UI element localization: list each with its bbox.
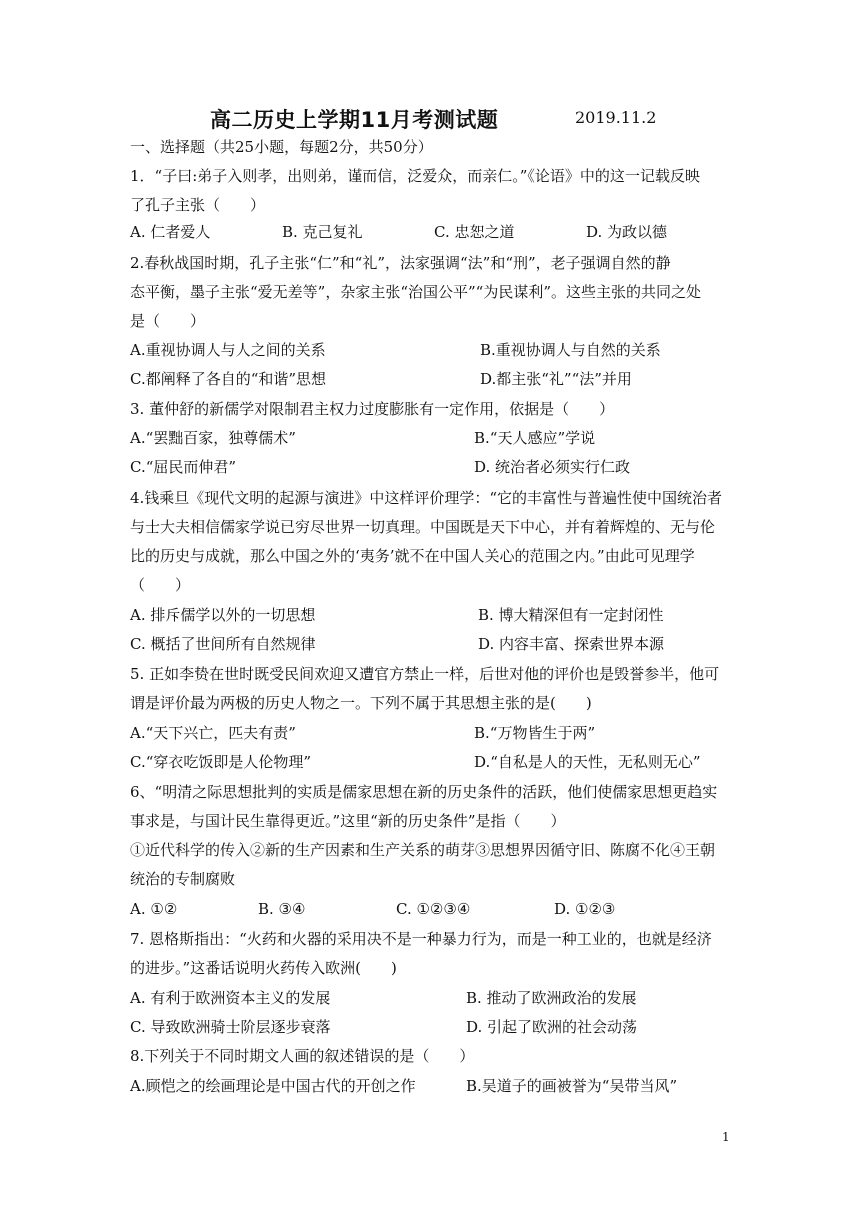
- question-2-line-1: 2.春秋战国时期，孔子主张“仁”和“礼”，法家强调“法”和“刑”，老子强调自然的静: [130, 254, 671, 272]
- question-1-option-b: B. 克己复礼: [282, 223, 363, 241]
- question-1-option-c: C. 忠恕之道: [434, 223, 515, 241]
- question-5-option-b: B.“万物皆生于两”: [474, 724, 596, 742]
- question-4-option-c: C. 概括了世间所有自然规律: [130, 635, 316, 653]
- question-6-line-1: 6、“明清之际思想批判的实质是儒家思想在新的历史条件的活跃，他们使儒家思想更趋实: [130, 783, 718, 801]
- section-heading: 一、选择题（共25小题，每题2分，共50分）: [130, 138, 433, 156]
- question-5-option-c: C.“穿衣吃饭即是人伦物理”: [130, 753, 312, 771]
- question-6-line-2: 事求是，与国计民生靠得更近。”这里“新的历史条件”是指（ ）: [130, 812, 566, 830]
- question-3-option-a: A.“罢黜百家，独尊儒术”: [130, 429, 296, 447]
- question-3-line-1: 3. 董仲舒的新儒学对限制君主权力过度膨胀有一定作用，依据是（ ）: [130, 400, 615, 418]
- question-4-option-a: A. 排斥儒学以外的一切思想: [130, 606, 316, 624]
- header: [0, 104, 860, 136]
- question-7-option-a: A. 有利于欧洲资本主义的发展: [130, 989, 331, 1007]
- question-3-option-b: B.“天人感应”学说: [474, 429, 596, 447]
- question-4-line-1: 4.钱乘旦《现代文明的起源与演进》中这样评价理学：“它的丰富性与普遍性使中国统治者: [130, 489, 722, 507]
- question-6-option-c: C. ①②③④: [396, 900, 471, 918]
- exam-date: 2019.11.2: [575, 108, 657, 127]
- question-5-line-1: 5. 正如李贽在世时既受民间欢迎又遭官方禁止一样，后世对他的评价也是毁誉参半，他可: [130, 665, 720, 683]
- question-2-option-b: B.重视协调人与自然的关系: [480, 341, 661, 359]
- question-4-line-4: （ ）: [130, 576, 191, 594]
- question-2-line-3: 是（ ）: [130, 312, 206, 330]
- question-1-option-d: D. 为政以德: [586, 223, 668, 241]
- question-1-option-a: A. 仁者爱人: [130, 223, 211, 241]
- question-4-line-3: 比的历史与成就，那么中国之外的‘夷务’就不在中国人关心的范围之内。”由此可见理学: [130, 547, 695, 565]
- question-4-option-d: D. 内容丰富、探索世界本源: [478, 635, 665, 653]
- question-7-option-c: C. 导致欧洲骑士阶层逐步衰落: [130, 1018, 331, 1036]
- question-6-option-a: A. ①②: [130, 900, 178, 918]
- question-8-option-b: B.吴道子的画被誉为“吴带当风”: [466, 1077, 678, 1095]
- question-6-option-d: D. ①②③: [554, 900, 616, 918]
- page-title: 高二历史上学期11月考测试题: [210, 108, 499, 132]
- question-2-option-c: C.都阐释了各自的“和谐”思想: [130, 370, 327, 388]
- question-2-option-d: D.都主张“礼”“法”并用: [480, 370, 632, 388]
- question-3-option-d: D. 统治者必须实行仁政: [474, 458, 631, 476]
- question-2-line-2: 态平衡，墨子主张“爱无差等”，杂家主张“治国公平”“为民谋利”。这些主张的共同之处: [130, 283, 702, 301]
- question-4-option-b: B. 博大精深但有一定封闭性: [478, 606, 664, 624]
- question-8-line-1: 8.下列关于不同时期文人画的叙述错误的是（ ）: [130, 1047, 475, 1065]
- question-2-option-a: A.重视协调人与人之间的关系: [130, 341, 326, 359]
- question-8-option-a: A.顾恺之的绘画理论是中国古代的开创之作: [130, 1077, 416, 1095]
- question-5-option-a: A.“天下兴亡，匹夫有责”: [130, 724, 296, 742]
- question-7-line-2: 的进步。”这番话说明火药传入欧洲( ): [130, 959, 397, 977]
- question-5-option-d: D.“自私是人的天性，无私则无心”: [474, 753, 701, 771]
- question-6-line-4: 统治的专制腐败: [130, 870, 236, 888]
- question-1-line-2: 了孔子主张（ ）: [130, 196, 266, 214]
- question-6-line-3: ①近代科学的传入②新的生产因素和生产关系的萌芽③思想界因循守旧、陈腐不化④王朝: [130, 841, 716, 859]
- question-6-option-b: B. ③④: [258, 900, 306, 918]
- question-7-option-b: B. 推动了欧洲政治的发展: [466, 989, 637, 1007]
- question-5-line-2: 谓是评价最为两极的历史人物之一。下列不属于其思想主张的是( ): [130, 694, 592, 712]
- question-3-option-c: C.“屈民而伸君”: [130, 458, 237, 476]
- question-7-option-d: D. 引起了欧洲的社会动荡: [466, 1018, 638, 1036]
- question-4-line-2: 与士大夫相信儒家学说已穷尽世界一切真理。中国既是天下中心，并有着辉煌的、无与伦: [130, 518, 716, 536]
- question-7-line-1: 7. 恩格斯指出：“火药和火器的采用决不是一种暴力行为，而是一种工业的，也就是经济: [130, 930, 712, 948]
- page-number: 1: [722, 1130, 730, 1144]
- question-1-line-1: 1．“子曰:弟子入则孝，出则弟，谨而信，泛爱众，而亲仁。”《论语》中的这一记载反映: [130, 167, 700, 185]
